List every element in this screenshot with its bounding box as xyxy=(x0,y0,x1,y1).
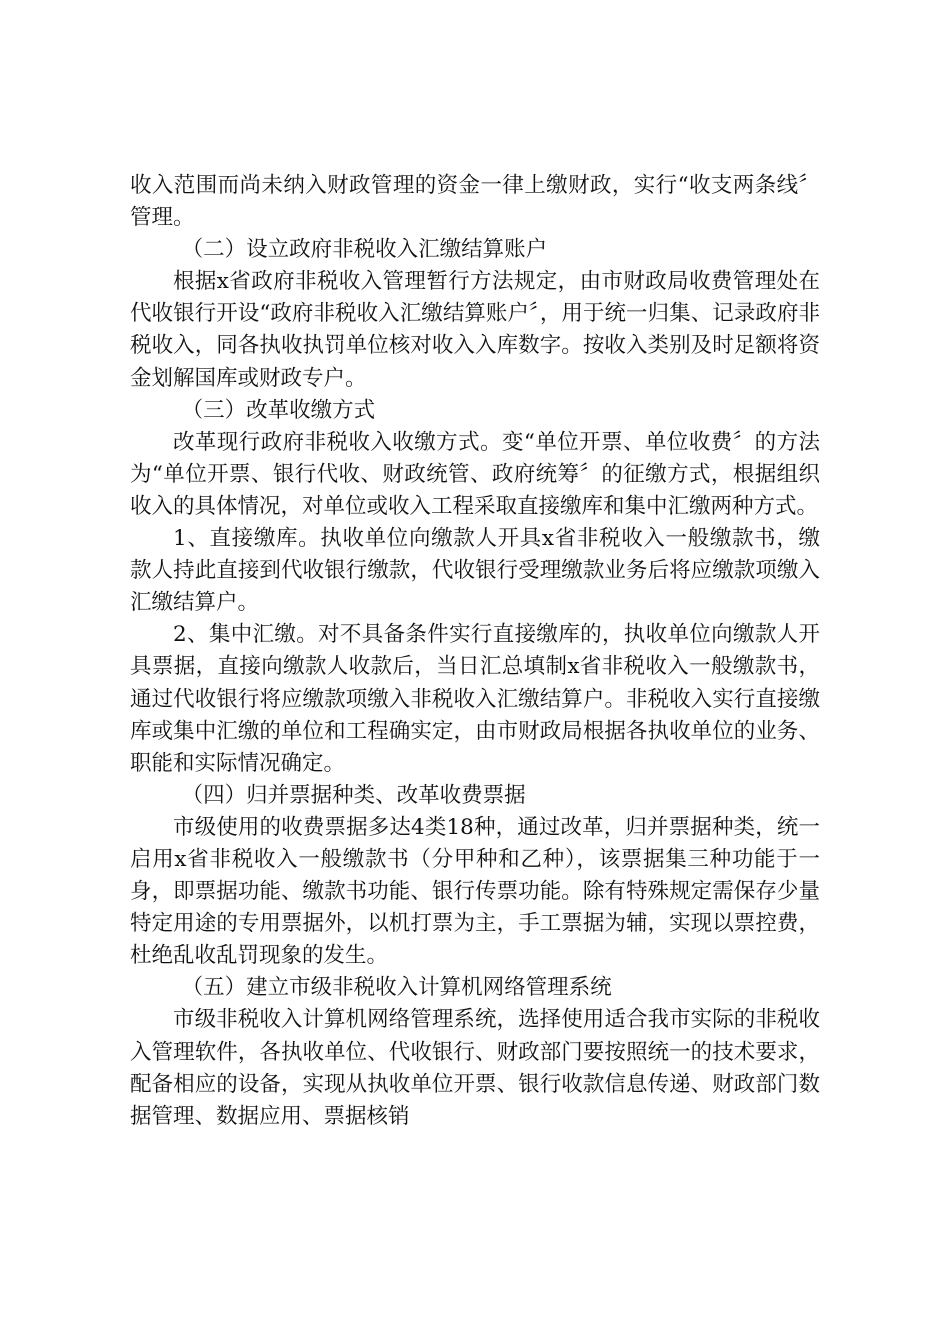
section-heading-3: （三）改革收缴方式 xyxy=(181,397,376,423)
document-page xyxy=(130,170,820,1133)
section-heading-5: （五）建立市级非税收入计算机网络管理系统 xyxy=(181,975,612,1001)
paragraph-account: 根据x省政府非税收入管理暂行方法规定，由市财政局收费管理处在代收银行开设“政府非税收入汇缴结算账户〞，用于统一归集、记录政府非税收入，同各执收执罚单位核对收入入库数字。按收入类别及时足额将资金划解国库或财政专户。 xyxy=(130,269,820,391)
paragraph-continued: 收入范围而尚未纳入财政管理的资金一律上缴财政，实行“收支两条线〞管理。 xyxy=(130,173,820,231)
paragraph-network-system: 市级非税收入计算机网络管理系统，选择使用适合我市实际的非税收入管理软件，各执收单位、代收银行、财政部门要按照统一的技术要求，配备相应的设备，实现从执收单位开票、银行收款信息传递、财政部门数据管理、数据应用、票据核销 xyxy=(130,1007,820,1129)
paragraph-collection-reform: 改革现行政府非税收入收缴方式。变“单位开票、单位收费〞的方法为“单位开票、银行代收、财政统管、政府统筹〞的征缴方式，根据组织收入的具体情况，对单位或收入工程采取直接缴库和集中汇缴两种方式。 xyxy=(130,429,820,519)
paragraph-receipts: 市级使用的收费票据多达4类18种，通过改革，归并票据种类，统一启用x省非税收入一般缴款书（分甲种和乙种），该票据集三种功能于一身，即票据功能、缴款书功能、银行传票功能。除有特殊规定需保存少量特定用途的专用票据外，以机打票为主，手工票据为辅，实现以票控费，杜绝乱收乱罚现象的发生。 xyxy=(130,814,820,969)
section-heading-2: （二）设立政府非税收入汇缴结算账户 xyxy=(181,237,548,263)
section-heading-4: （四）归并票据种类、改革收费票据 xyxy=(181,782,526,808)
paragraph-direct-payment: 1、直接缴库。执收单位向缴款人开具x省非税收入一般缴款书，缴款人持此直接到代收银行缴款，代收银行受理缴款业务后将应缴款项缴入汇缴结算户。 xyxy=(130,526,820,616)
paragraph-centralized-payment: 2、集中汇缴。对不具备条件实行直接缴库的，执收单位向缴款人开具票据，直接向缴款人收款后，当日汇总填制x省非税收入一般缴款书，通过代收银行将应缴款项缴入非税收入汇缴结算户。非税收入实行直接缴库或集中汇缴的单位和工程确实定，由市财政局根据各执收单位的业务、职能和实际情况确定。 xyxy=(130,622,820,776)
